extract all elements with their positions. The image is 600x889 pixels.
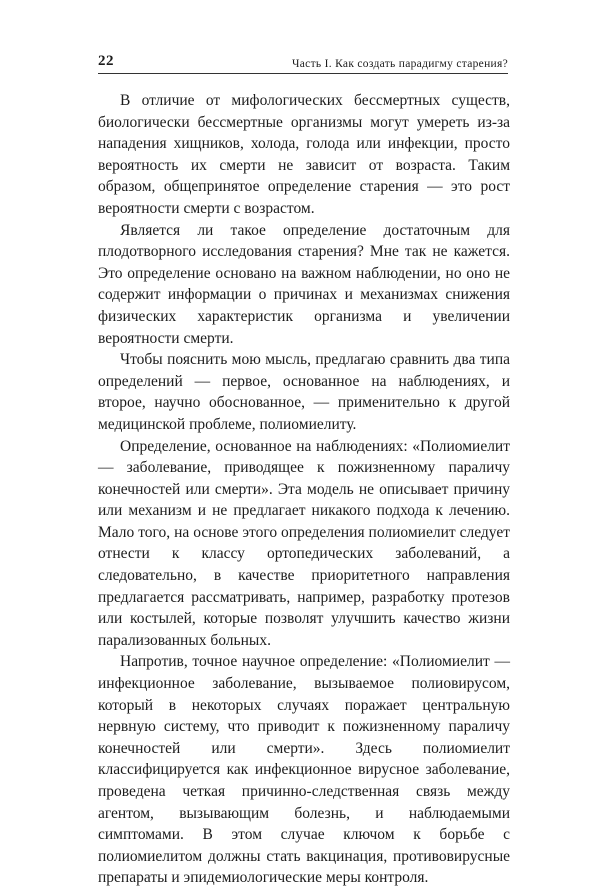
paragraph-5: Напротив, точное научное определение: «Полиомиелит — инфекционное заболевание, вызываемое полиовирусом, который в некоторых случаях поражает центральную нервную систему, что приводит к пожизненному параличу конечностей или смерти». Здесь полиомиелит классифицируется как инфекционное вирусное заболевание, проведена четкая причинно-следственная связь между агентом, вызывающим болезнь, и наблюдаемыми симптомами. В этом случае ключом к борьбе с полиомиелитом должны стать вакцинация, противовирусные препараты и эпидемиологические меры контроля.: [98, 653, 510, 887]
paragraph-1: В отличие от мифологических бессмертных существ, биологически бессмертные организмы могут умереть из-за нападения хищников, холода, голода или инфекции, просто вероятность их смерти не зависит от возраста. Таким образом, общепринятое определение старения — это рост вероятности смерти с возрастом.: [98, 92, 510, 217]
body-text: [98, 90, 510, 889]
paragraph-3: Чтобы пояснить мою мысль, предлагаю сравнить два типа определений — первое, основанное на наблюдениях, и второе, научно обоснованное, — применительно к другой медицинской проблеме, полиомиелиту.: [98, 351, 510, 433]
page-number: 22: [98, 53, 114, 69]
paragraph-2: Является ли такое определение достаточным для плодотворного исследования старения? Мне так не кажется. Это определение основано на важном наблюдении, но оно не содержит информации о причинах и механизмах снижения физических характеристик организма и увеличении вероятности смерти.: [98, 221, 510, 347]
paragraph-4: Определение, основанное на наблюдениях: «Полиомиелит — заболевание, приводящее к пожизненному параличу конечностей или смерти». Эта модель не описывает причину или механизм и не предлагает никакого подхода к лечению. Мало того, на основе этого определения полиомиелит следует отнести к классу ортопедических заболеваний, а следовательно, в качестве приоритетного направления предлагается рассматривать, например, разработку протезов или костылей, которые позволят улучшить качество жизни парализованных больных.: [98, 437, 510, 649]
header-rule: [98, 73, 508, 74]
running-head: [98, 48, 508, 70]
running-title: Часть I. Как создать парадигму старения?: [291, 58, 508, 70]
